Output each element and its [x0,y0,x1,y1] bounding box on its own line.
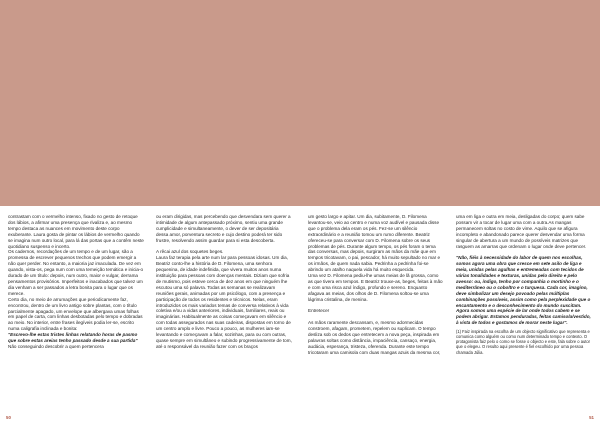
section-heading: A rêcai azul dos soquetes beges. [156,249,224,255]
paragraph: Uma vez D. Filomena pediu-lhe umas meias de lã grossa, como as que tivera em tempos. E Beatriz trouxe-as, beges, feitas à mão e com uma risca azul índigo, profundo e sereno. Enquanto afagava as meias, dos olhos de D. Filomena soltou-se uma lágrima cristalina, de menina. [308,273,443,302]
letter-quote: "Escrevo-lhe estas tristes linhas relatando horas de pasmo que sobre estas areias tenho passado desde a sua partida" [8,332,138,344]
text-column-1 [8,214,144,420]
hero-image [0,0,600,206]
paragraph: Certo dia, no meio de arrumações que periodicamente faz, encontrou, dentro de um livro antigo sobre plantas, com o título parcialmente apagado, um envelope que albergava umas folhas em papel de carta, com linhas desbotadas pelo tempo e dobradas ao meio. No interior, entre frases ilegíveis podia ler-se, escrito numa caligrafia inclinada e bonita: [8,296,143,332]
paragraph: Os cadernos, recordações de um tempo e de um lugar, são a promessa de escrever pequenos trechos que podem emergir a não quer perder. No entanto, a maioria jaz imaculada. De vez em quando, vista-os, pega num com uma temeição temática e inicia-o durado de um título: depois, num outro, maior e vulgar, derrama pensamentos provisórios. Imperfeitos e inacabados que talvez um dia venham a ser passados a letra bonita para o lugar que os merece. [8,249,144,296]
paragraph: Não conseguindo descobrir a quem pertencera [8,343,104,349]
text-column-3 [308,214,444,420]
text-column-2 [156,214,292,420]
page-number-right: 51 [589,415,594,420]
paragraph: ou eram dirigidas, mas percebendo que desvendara sem querer a intimidade de algum antepassado próximo, sentiu uma grande cumplicidade e simultaneamente, o dever de ser depositária dessa amor, porventura secreto e cujo destino poderá ter sido frustre, resolvendo assim guardar para si esta descoberta. [156,214,291,243]
text-column-4 [456,214,592,420]
section-heading: Entretecer [308,308,330,314]
object-quote: "Não, fiéis à necessidade do labor de quem nos escolhas, somos agora uma obra que cresce em sete asilo de liga e meia, unidas pelas agulhas e entremeadas com tecidos de várias tonalidades e texturas, unidas pelo direito e pelo avesso: ou, índigo, tenho por companhia o mortinho e o mediterrâneo ou o coboltro e o turquesa. Cada cor, imagino, deve simbolizar um desejo povoado pelas múltiplas combinações possíveis, assim como pela perplexidade que o encantamento e o desconhecimento do mundo suscitam. Agora somos uma espécie de lar onde todos cabem e se podem abrigar. Estamos penduradas, feitas camisola/vestido, à vista de todos e gostamos de morar neste lugar". [456,255,591,326]
paragraph: contrastam com o vermelho intenso, fixado no gesto de retoque dos lábios, a afirmar uma presença que rivaliza e, ao mesmo tempo destaca as nuances em movimento deste corpo exuberante. Laura gosta de pintar os lábios de vermelho quando se imagina num outro local, para lá das portas que a contêm neste quotidiano suspenso e incerto. [8,214,144,249]
paragraph: um gesto largo e apitar. Um dia, subitamente, D. Filomena levantou-se, veio ao centro e numa voz audível e pausada disse que o problema dela eram os pés. Fez-se um silêncio extraordinário e a reunião tomou um rumo diferente. Beatriz ofereceu-se para conversar com D. Filomena sobre os seus problemas de pés. Durante algum tempo, os pés foram o tema das conversas, mas depois, surgiram as mãos da mãe que em tempos tricotavam, o pai, pescador, há muito sepultado no mar e os irmãos, de quem nada sabia. Pedrinha a pedrinha foi-se abrindo um atalho naquela vida há muito esquecida. [308,214,441,273]
page-number-left: 50 [6,415,11,420]
text-spread [0,206,600,424]
paragraph: uma em liga e outra em meia, desligadas do corpo; quem sabe possam vir a tocar de lugar uma com a outra.As mangas permanecem soltas no costo de vime. Aquilo que se afigura incompleto e abandonado parece querer desvendar uma forma singular de abertura a um mundo de possíveis matrizes que rasguem as amarras que ordenam o lugar onde deve pertencer. [456,214,587,249]
footnote: (1) Faiz inspirada na escolha de um objecto significativo que representa e comunica como alguém ou como num determinado tempo e contexto. O protagonista faiz pelo o como se fosse o objecto e este, fala sobre o autor que o elegeu. O resulto aqui presente é fiel escolhido por uma pessoa chamada Júlia. [456,329,591,355]
paragraph: Laura faz terapia pela arte num lar para pessoas idosas. Um dia, Beatriz conto-lhe a história de D. Filomena, uma senhora pequenina, de idade indefinida, que vivera muitos anos numa instituição para pessoas com doenças mentais. Diziam que sofria de mutismo, pois esteve cerca de dez anos em que ninguém lhe escutou uma só palavra. Todas as semanas se realizavam reuniões gerais, animadas por um psicólogo, com a presença e participação de todos os residentes e técnicos. Nelas, eram introduzidos os mais variados temas de conversa relativos à vida coletiva e/ou a vidas anteriores, individuais, familiares, reais ou imaginárias. Habitualmente as coisas começavam em silêncio e com todas assegurados nas suas cadeiras, dispostas em torno de um centro amplo e livre. Pouco a pouco, as mulheres iam-se levantando e começavam a falar, sozinhas, para ou com outras, quase sempre em simultâneo e subindo progressivamente de tom, até o responsável da reunião fazer com os braços [156,255,292,349]
paragraph: As mãos raramente descansam, e, mesmo adormecidas constroem, afagam, prometem, repelem ou suplicam. O tempo desliza sob os dedos que entretecem a nova peça, inspirada em palavras soltas como distância, impaciência, cansaço, energia, audácia, esperança, tristeza, oferenda. Durante este tempo tricotaram uma camisola com duas mangas azuis da mesma cor, [308,320,441,355]
